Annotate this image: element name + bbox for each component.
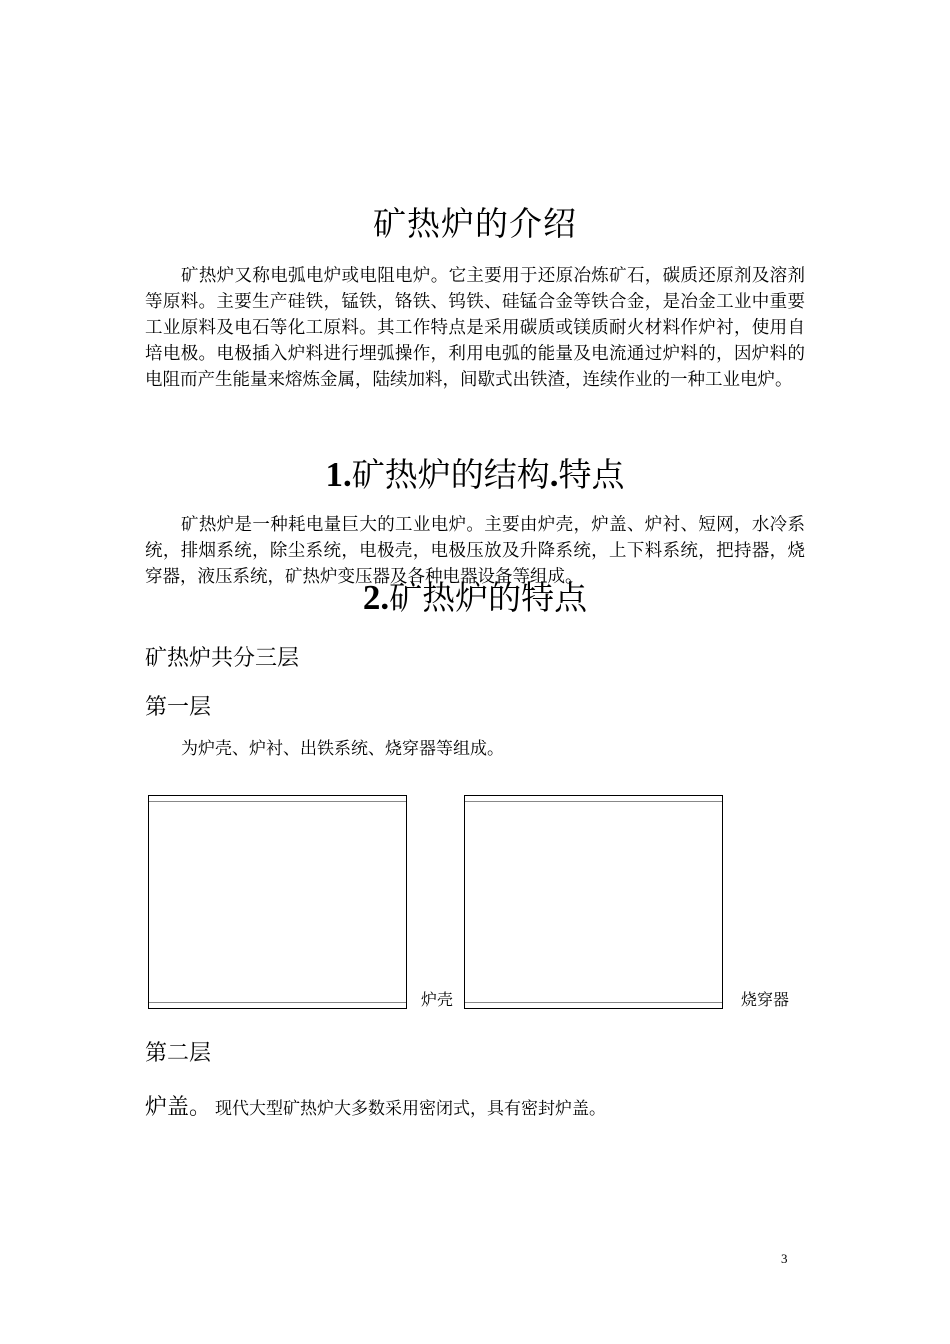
frame-top-rule <box>149 801 406 802</box>
layers-intro: 矿热炉共分三层 <box>145 646 300 671</box>
section2-number: 2. <box>362 578 390 617</box>
section1-number: 1. <box>325 455 352 494</box>
section1-paragraph: 矿热炉是一种耗电量巨大的工业电炉。主要由炉壳，炉盖、炉衬、短网，水冷系统，排烟系统，除尘系统，电极壳，电极压放及升降系统，上下料系统，把持器，烧穿器，液压系统，矿热炉变压器及各种电器设备等组成。 <box>145 515 805 587</box>
intro-paragraph: 矿热炉又称电弧电炉或电阻电炉。它主要用于还原冶炼矿石，碳质还原剂及溶剂等原料。主要生产硅铁，锰铁，铬铁、钨铁、硅锰合金等铁合金，是冶金工业中重要工业原料及电石等化工原料。其工作特点是采用碳质或镁质耐火材料作炉衬，使用自培电极。电极插入炉料进行埋弧操作，利用电弧的能量及电流通过炉料的，因炉料的电阻而产生能量来熔炼金属，陆续加料，间歇式出铁渣，连续作业的一种工业电炉。 <box>145 266 805 390</box>
figure-caption-furnace-shell: 炉壳 <box>421 990 454 1009</box>
section1-title: 矿热炉的结构 <box>351 455 550 494</box>
layer2-item: 炉盖。 <box>145 1095 212 1120</box>
furnace-shell-image-frame <box>148 795 407 1009</box>
section1-dot: . <box>549 455 559 494</box>
figure-caption-burner: 烧穿器 <box>741 990 790 1009</box>
section2-title: 矿热炉的特点 <box>389 578 588 617</box>
frame-bottom-rule <box>149 1002 406 1003</box>
section2-heading <box>0 578 950 618</box>
layer1-label: 第一层 <box>145 695 212 720</box>
page-title: 矿热炉的介绍 <box>373 204 577 243</box>
frame-top-rule <box>465 801 722 802</box>
layer2-line <box>145 1094 606 1122</box>
frame-bottom-rule <box>465 1002 722 1003</box>
burner-image-frame <box>464 795 723 1009</box>
section1-heading <box>0 455 950 495</box>
section1-title-tail: 特点 <box>558 455 625 494</box>
layer1-description: 为炉壳、炉衬、出铁系统、烧穿器等组成。 <box>181 739 504 759</box>
layer2-description: 现代大型矿热炉大多数采用密闭式，具有密封炉盖。 <box>215 1099 607 1119</box>
layer2-label: 第二层 <box>145 1041 212 1066</box>
page-number: 3 <box>781 1251 788 1266</box>
